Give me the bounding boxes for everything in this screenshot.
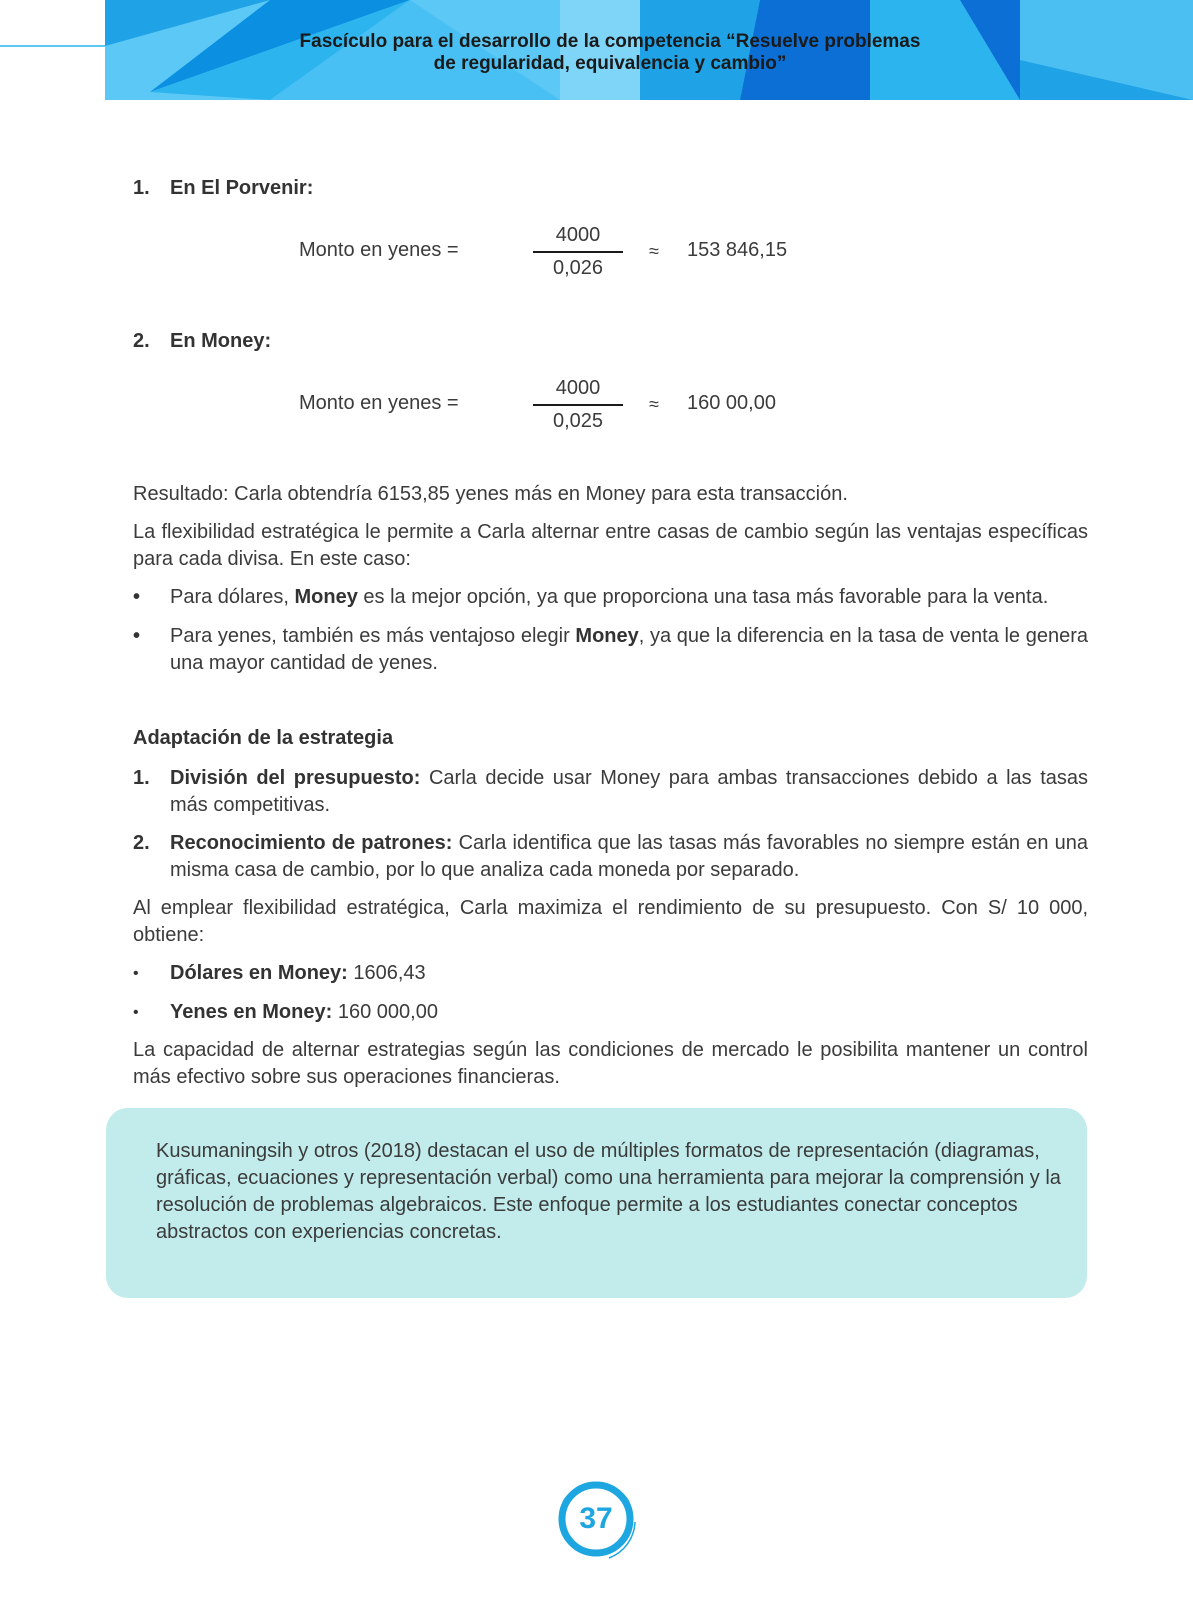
fraction-bar <box>533 404 623 406</box>
bullet-icon: • <box>133 625 141 647</box>
list-item <box>133 765 1088 819</box>
adaptation-heading: Adaptación de la estrategia <box>133 727 394 749</box>
list-number: 1. <box>133 767 150 789</box>
bullet-text: , ya que la diferencia en la tasa de venta le genera una mayor cantidad de yenes. <box>170 625 1088 674</box>
callout-text: Kusumaningsih y otros (2018) destacan el uso de múltiples formatos de representación (diagramas, gráficas, ecuaciones y representación verbal) como una herramienta para mejorar la comprensión y la resolución de problemas algebraicos. Este enfoque permite a los estudiantes conectar conceptos abstractos con experiencias concretas. <box>156 1140 1061 1243</box>
bullet-icon: • <box>133 586 141 608</box>
page-header <box>0 0 1193 100</box>
approx-symbol: ≈ <box>649 241 659 261</box>
item-bold: Yenes en Money: <box>170 1001 333 1023</box>
item-bold: Reconocimiento de patrones: <box>170 832 453 854</box>
list-item <box>133 623 1088 677</box>
equation-2-label: Monto en yenes = <box>299 392 459 414</box>
summary-paragraph: Al emplear flexibilidad estratégica, Carla maximiza el rendimiento de su presupuesto. Con S/ 10 000, obtiene: <box>133 897 1088 946</box>
item-text: 1606,43 <box>347 962 426 984</box>
equation-1-fraction <box>533 224 623 280</box>
section-2-heading <box>133 330 271 353</box>
section-1-title: En El Porvenir: <box>170 177 314 199</box>
equation-2-numerator: 4000 <box>555 377 601 399</box>
list-item <box>133 584 1088 611</box>
bullet-icon: • <box>133 1004 139 1021</box>
item-text: Carla identifica que las tasas más favorables no siempre están en una misma casa de cambio, por lo que analiza cada moneda por separado. <box>170 832 1089 881</box>
item-bold: Dólares en Money: <box>170 962 348 984</box>
result-paragraph: Resultado: Carla obtendría 6153,85 yenes más en Money para esta transacción. <box>133 483 848 505</box>
flexibility-paragraph: La flexibilidad estratégica le permite a Carla alternar entre casas de cambio según las ventajas específicas para cada divisa. En este caso: <box>133 521 1088 570</box>
bullet-text: Para dólares, <box>170 586 295 608</box>
bullet-text: Para yenes, también es más ventajoso elegir <box>170 625 576 647</box>
item-bold: División del presupuesto: <box>170 767 421 789</box>
equation-1-label: Monto en yenes = <box>299 239 459 261</box>
item-text: 160 000,00 <box>332 1001 438 1023</box>
equation-1-numerator: 4000 <box>555 224 601 246</box>
equation-2-result: 160 00,00 <box>687 392 776 414</box>
equation-2-denominator: 0,025 <box>552 410 604 432</box>
approx-symbol: ≈ <box>649 394 659 414</box>
bullet-text: es la mejor opción, ya que proporciona una tasa más favorable para la venta. <box>357 586 1049 608</box>
equation-2-fraction <box>533 377 623 433</box>
section-1-heading <box>133 177 313 200</box>
list-item <box>133 830 1088 884</box>
list-item <box>133 960 1088 987</box>
closing-paragraph: La capacidad de alternar estrategias según las condiciones de mercado le posibilita mantener un control más efectivo sobre sus operaciones financieras. <box>133 1039 1088 1088</box>
fraction-bar <box>533 251 623 253</box>
equation-1-result: 153 846,15 <box>687 239 788 261</box>
bullet-bold: Money <box>575 625 639 647</box>
bullet-icon: • <box>133 965 139 982</box>
list-number: 2. <box>133 832 150 854</box>
section-1-number: 1. <box>133 177 150 199</box>
page-number: 37 <box>579 1502 613 1535</box>
header-title-line-1: Fascículo para el desarrollo de la competencia “Resuelve problemas <box>299 31 921 52</box>
header-title-line-2: de regularidad, equivalencia y cambio” <box>433 53 787 74</box>
section-2-title: En Money: <box>170 330 272 352</box>
list-item <box>133 999 1088 1026</box>
equation-1-denominator: 0,026 <box>552 257 604 279</box>
page-number-badge <box>549 1472 643 1566</box>
bullet-bold: Money <box>294 586 358 608</box>
header-title <box>230 31 990 75</box>
section-2-number: 2. <box>133 330 150 352</box>
callout-box <box>106 1108 1087 1298</box>
item-text: Carla decide usar Money para ambas transacciones debido a las tasas más competitivas. <box>170 767 1089 816</box>
